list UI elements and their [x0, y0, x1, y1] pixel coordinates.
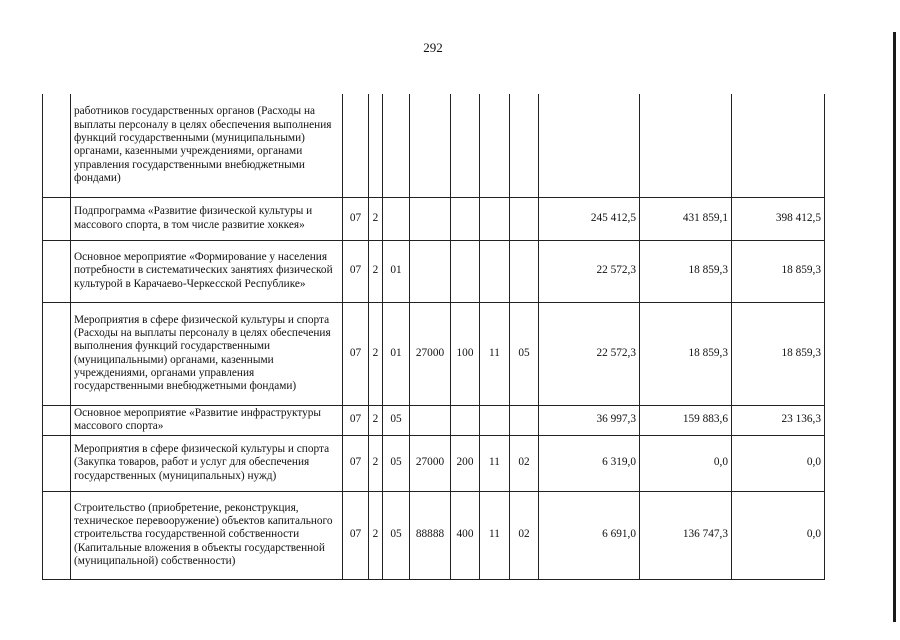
cell-expense-type: 100	[451, 302, 480, 405]
cell-amount-year-2: 159 883,6	[640, 405, 732, 435]
cell-direction-code: 27000	[410, 435, 451, 491]
cell-description: Подпрограмма «Развитие физической культуры и массового спорта, в том числе развитие хоккея»	[71, 197, 343, 240]
cell-section	[480, 240, 510, 302]
cell-expense-type	[451, 94, 480, 197]
cell-amount-year-2: 18 859,3	[640, 240, 732, 302]
cell-amount-year-1: 22 572,3	[539, 240, 640, 302]
cell-direction-code	[410, 240, 451, 302]
cell-amount-year-3: 0,0	[732, 435, 825, 491]
cell-blank	[43, 405, 71, 435]
cell-subprogram-code: 2	[369, 302, 383, 405]
table-row	[43, 405, 825, 435]
cell-program-code: 07	[343, 405, 369, 435]
cell-program-code	[343, 94, 369, 197]
cell-amount-year-1: 22 572,3	[539, 302, 640, 405]
cell-amount-year-1: 6 691,0	[539, 491, 640, 579]
cell-description: Строительство (приобретение, реконструкция, техническое перевооружение) объектов капитального строительства государственной собственности (Капитальные вложения в объекты государственной (муниципальной) собственности)	[71, 491, 343, 579]
cell-amount-year-1: 6 319,0	[539, 435, 640, 491]
cell-amount-year-3: 18 859,3	[732, 302, 825, 405]
cell-section: 11	[480, 491, 510, 579]
cell-program-code: 07	[343, 240, 369, 302]
cell-direction-code	[410, 405, 451, 435]
cell-amount-year-1: 245 412,5	[539, 197, 640, 240]
table-row	[43, 197, 825, 240]
cell-blank	[43, 94, 71, 197]
cell-direction-code	[410, 197, 451, 240]
table-row	[43, 240, 825, 302]
cell-description: работников государственных органов (Расходы на выплаты персоналу в целях обеспечения выполнения функций государственными (муниципальными) органами, казенными учреждениями, органами управления государственными внебюджетными фондами)	[71, 94, 343, 197]
cell-program-code: 07	[343, 197, 369, 240]
cell-subprogram-code	[369, 94, 383, 197]
cell-amount-year-3	[732, 94, 825, 197]
cell-measure-code: 05	[383, 435, 410, 491]
cell-direction-code: 27000	[410, 302, 451, 405]
cell-subprogram-code: 2	[369, 240, 383, 302]
cell-measure-code: 01	[383, 240, 410, 302]
cell-amount-year-1	[539, 94, 640, 197]
cell-expense-type	[451, 240, 480, 302]
cell-expense-type	[451, 197, 480, 240]
cell-measure-code	[383, 197, 410, 240]
table-row	[43, 491, 825, 579]
cell-section: 11	[480, 435, 510, 491]
cell-amount-year-3: 23 136,3	[732, 405, 825, 435]
cell-blank	[43, 240, 71, 302]
cell-program-code: 07	[343, 435, 369, 491]
cell-subprogram-code: 2	[369, 197, 383, 240]
cell-blank	[43, 435, 71, 491]
cell-description: Основное мероприятие «Формирование у населения потребности в систематических занятиях физической культурой в Карачаево-Черкесской Республике»	[71, 240, 343, 302]
table-row	[43, 94, 825, 197]
cell-direction-code	[410, 94, 451, 197]
cell-amount-year-2: 0,0	[640, 435, 732, 491]
cell-amount-year-2	[640, 94, 732, 197]
scan-edge-mark	[893, 32, 896, 622]
cell-amount-year-3: 18 859,3	[732, 240, 825, 302]
cell-program-code: 07	[343, 302, 369, 405]
cell-measure-code: 05	[383, 405, 410, 435]
cell-subsection	[510, 94, 539, 197]
cell-amount-year-3: 398 412,5	[732, 197, 825, 240]
cell-section: 11	[480, 302, 510, 405]
cell-amount-year-1: 36 997,3	[539, 405, 640, 435]
cell-section	[480, 197, 510, 240]
cell-subsection	[510, 240, 539, 302]
cell-measure-code	[383, 94, 410, 197]
cell-direction-code: 88888	[410, 491, 451, 579]
cell-amount-year-2: 136 747,3	[640, 491, 732, 579]
cell-blank	[43, 197, 71, 240]
cell-subsection	[510, 405, 539, 435]
cell-amount-year-3: 0,0	[732, 491, 825, 579]
cell-description: Мероприятия в сфере физической культуры и спорта (Расходы на выплаты персоналу в целях обеспечения выполнения функций государственными (муниципальными) органами, казенными учреждениями, органами управления государственными внебюджетными фондами)	[71, 302, 343, 405]
cell-section	[480, 94, 510, 197]
cell-measure-code: 05	[383, 491, 410, 579]
cell-subsection: 02	[510, 491, 539, 579]
cell-subsection: 02	[510, 435, 539, 491]
cell-amount-year-2: 18 859,3	[640, 302, 732, 405]
cell-blank	[43, 491, 71, 579]
cell-subsection: 05	[510, 302, 539, 405]
cell-subprogram-code: 2	[369, 435, 383, 491]
cell-section	[480, 405, 510, 435]
cell-program-code: 07	[343, 491, 369, 579]
cell-measure-code: 01	[383, 302, 410, 405]
table-row	[43, 435, 825, 491]
cell-expense-type	[451, 405, 480, 435]
cell-amount-year-2: 431 859,1	[640, 197, 732, 240]
cell-blank	[43, 302, 71, 405]
cell-description: Основное мероприятие «Развитие инфраструктуры массового спорта»	[71, 405, 343, 435]
budget-table	[42, 94, 825, 580]
cell-subsection	[510, 197, 539, 240]
cell-subprogram-code: 2	[369, 491, 383, 579]
page-number: 292	[423, 40, 443, 55]
table-row	[43, 302, 825, 405]
cell-expense-type: 200	[451, 435, 480, 491]
cell-expense-type: 400	[451, 491, 480, 579]
cell-description: Мероприятия в сфере физической культуры и спорта (Закупка товаров, работ и услуг для обеспечения государственных (муниципальных) нужд)	[71, 435, 343, 491]
cell-subprogram-code: 2	[369, 405, 383, 435]
